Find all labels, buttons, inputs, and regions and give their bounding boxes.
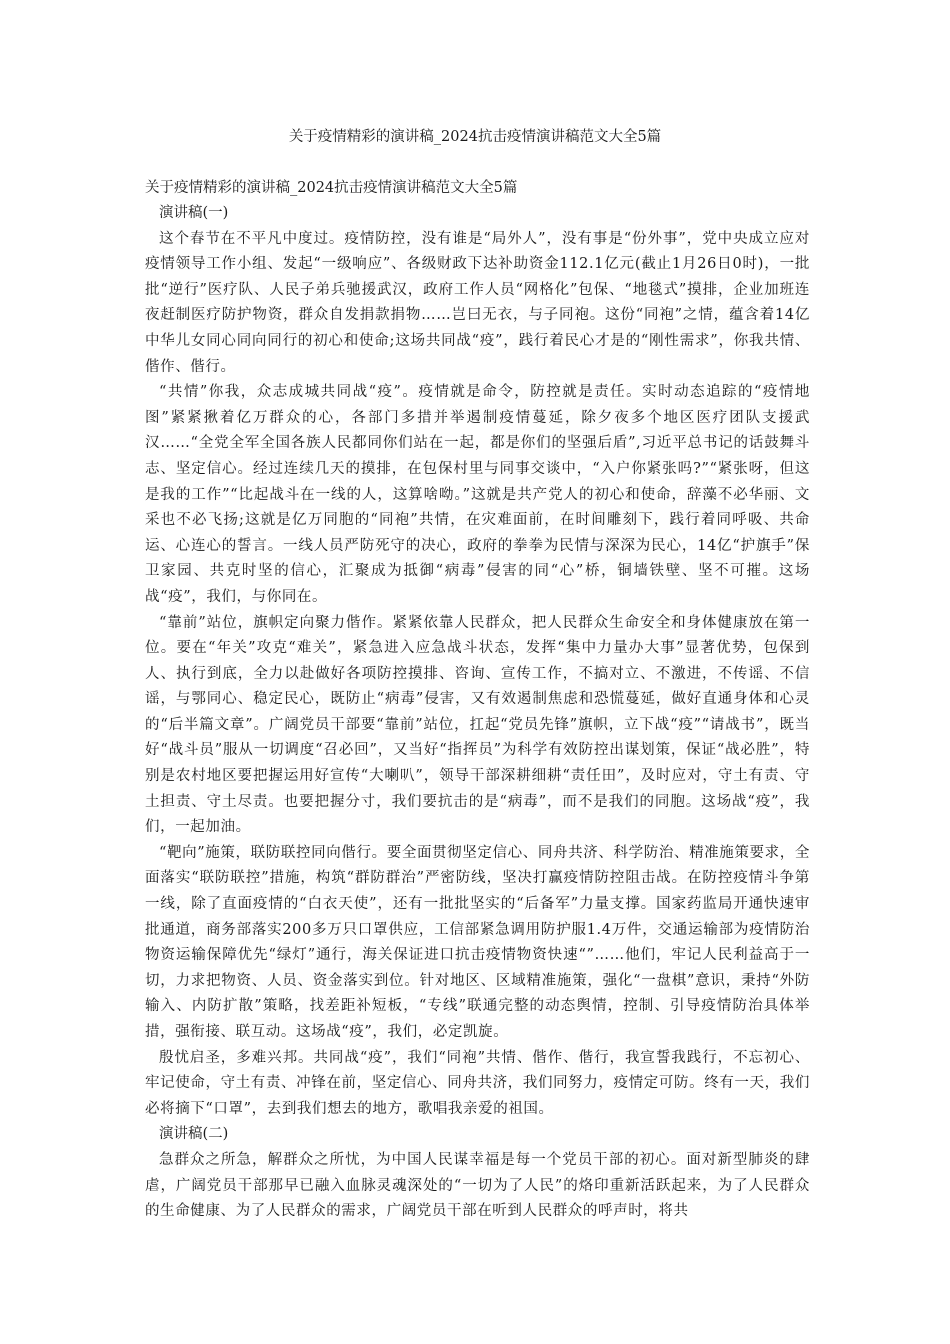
paragraph: 这个春节在不平凡中度过。疫情防控，没有谁是“局外人”，没有事是“份外事”，党中央成立应对疫情领导工作小组、发起“一级响应”、各级财政下达补助资金112.1亿元(截止1月26日0时)，一批批“逆行”医疗队、人民子弟兵驰援武汉，政府工作人员“网格化”包保、“地毯式”摸排，企业加班连夜赶制医疗防护物资，群众自发捐款捐物……岂曰无衣，与子同袍。这份“同袍”之情，蕴含着14亿中华儿女同心同向同行的初心和使命;这场共同战“疫”，践行着民心才是的“刚性需求”，你我共情、偕作、偕行。	[145, 230, 810, 375]
paragraph: “靶向”施策，联防联控同向偕行。要全面贯彻坚定信心、同舟共济、科学防治、精准施策要求，全面落实“联防联控”措施，构筑“群防群治”严密防线，坚决打赢疫情防控阻击战。在防控疫情斗争第一线，除了直面疫情的“白衣天使”，还有一批批坚实的“后备军”力量支撑。国家药监局开通快速审批通道，商务部落实200多万只口罩供应，工信部紧急调用防护服1.4万件，交通运输部为疫情防治物资运输保障优先“绿灯”通行，海关保证进口抗击疫情物资快速“”……他们，牢记人民利益高于一切，力求把物资、人员、资金落实到位。针对地区、区域精准施策，强化“一盘棋”意识，秉持“外防输入、内防扩散”策略，找差距补短板，“专线”联通完整的动态舆情，控制、引导疫情防治具体举措，强衔接、联互动。这场战“疫”，我们，必定凯旋。	[145, 844, 810, 1040]
paragraph: “靠前”站位，旗帜定向聚力偕作。紧紧依靠人民群众，把人民群众生命安全和身体健康放在第一位。要在“年关”攻克“难关”，紧急进入应急战斗状态，发挥“集中力量办大事”显著优势，包保到人、执行到底，全力以赴做好各项防控摸排、咨询、宣传工作，不搞对立、不激进，不传谣、不信谣，与鄂同心、稳定民心，既防止“病毒”侵害，又有效遏制焦虑和恐慌蔓延，做好直通身体和心灵的“后半篇文章”。广阔党员干部要“靠前”站位，扛起“党员先锋”旗帜，立下战“疫”“请战书”，既当好“战斗员”服从一切调度“召必回”，又当好“指挥员”为科学有效防控出谋划策，保证“战必胜”，特别是农村地区要把握运用好宣传“大喇叭”，领导干部深耕细耕“责任田”，及时应对，守土有责、守土担责、守土尽责。也要把握分寸，我们要抗击的是“病毒”，而不是我们的同胞。这场战“疫”，我们，一起加油。	[145, 614, 810, 836]
section-heading-1: 演讲稿(一)	[159, 205, 229, 221]
section-heading-2: 演讲稿(二)	[159, 1126, 229, 1143]
document-title: 关于疫情精彩的演讲稿_2024抗击疫情演讲稿范文大全5篇	[145, 180, 518, 196]
paragraph: 急群众之所急，解群众之所忧，为中国人民谋幸福是每一个党员干部的初心。面对新型肺炎的肆虐，广阔党员干部那早已融入血脉灵魂深处的“一切为了人民”的烙印重新活跃起来，为了人民群众的生命健康、为了人民群众的需求，广阔党员干部在听到人民群众的呼声时，将共	[145, 1151, 810, 1220]
header-title: 关于疫情精彩的演讲稿_2024抗击疫情演讲稿范文大全5篇	[288, 129, 662, 145]
paragraph: 殷忧启圣，多难兴邦。共同战“疫”，我们“同袍”共情、偕作、偕行，我宣誓我践行，不忘初心、牢记使命，守土有责、冲锋在前，坚定信心、同舟共济，我们同努力，疫情定可防。终有一天，我们必将摘下“口罩”，去到我们想去的地方，歌唱我亲爱的祖国。	[145, 1049, 810, 1117]
paragraph: “共情”你我，众志成城共同战“疫”。疫情就是命令，防控就是责任。实时动态追踪的“疫情地图”紧紧揪着亿万群众的心，各部门多措并举遏制疫情蔓延，除夕夜多个地区医疗团队支援武汉……“全党全军全国各族人民都同你们站在一起，都是你们的坚强后盾”,习近平总书记的话鼓舞斗志、坚定信心。经过连续几天的摸排，在包保村里与同事交谈中，“入户你紧张吗?”“紧张呀，但这是我的工作”“比起战斗在一线的人，这算啥呦。”这就是共产党人的初心和使命，辞藻不必华丽、文采也不必飞扬;这就是亿万同胞的“同袍”共情，在灾难面前，在时间雕刻下，践行着同呼吸、共命运、心连心的誓言。一线人员严防死守的决心，政府的拳拳为民情与深深为民心，14亿“护旗手”保卫家园、共克时坚的信心，汇聚成为抵御“病毒”侵害的同“心”桥，铜墙铁壁、坚不可摧。这场战“疫”，我们，与你同在。	[145, 384, 810, 605]
document-body	[145, 201, 810, 1225]
